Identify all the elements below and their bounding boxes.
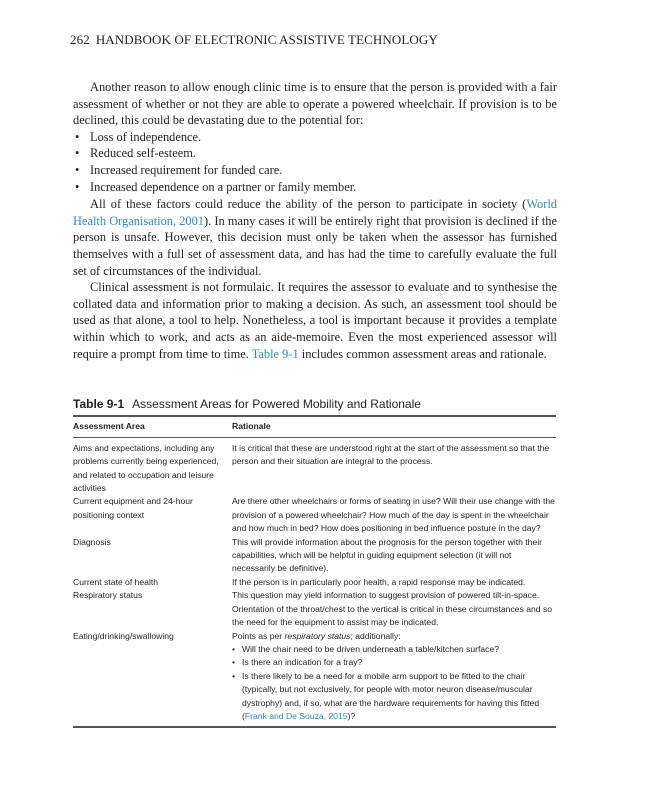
- page-number: 262: [70, 32, 90, 47]
- cell-area: Aims and expectations, including any problems currently being experienced, and related to occupation and leisure activities: [73, 442, 219, 494]
- cell-area: Current state of health: [73, 576, 159, 587]
- table-row: [73, 495, 556, 535]
- paragraph: [73, 279, 557, 362]
- list-item: [232, 670, 556, 724]
- text: Points as per: [232, 630, 285, 641]
- paragraph: Another reason to allow enough clinic time is to ensure that the person is provided with a fair assessment of whether or not they are able to operate a powered wheelchair. If provision is to be declined, this could be devastating due to the potential for:: [73, 80, 557, 128]
- cell-rationale: [232, 630, 556, 724]
- bullet-list: [232, 643, 556, 723]
- list-item: • Increased requirement for funded care.: [73, 162, 557, 179]
- text: Clinical assessment is not formulaic. It requires the assessor to evaluate and to synthesise the collated data and information prior to making a decision. As such, an assessment tool should be used as that alone, a tool to help. Nonetheless, a tool is important because it provides a template within which to work, and acts as an aide-memoire. Even the most experienced assessor will require a prompt from time to time.: [73, 280, 557, 361]
- table-caption: [73, 398, 556, 411]
- table-title: Assessment Areas for Powered Mobility and Rationale: [132, 397, 421, 411]
- cell-rationale: This question may yield information to suggest provision of powered tilt-in-space. Orientation of the throat/chest to the vertical is critical in these circumstances and so the need for the equipment to assist may be indicated.: [232, 590, 553, 628]
- cell-area: Diagnosis: [73, 536, 111, 547]
- body-text: [73, 79, 557, 362]
- cell-rationale: Are there other wheelchairs or forms of seating in use? Will their use change with the provision of a powered wheelchair? How much of the day is spent in the wheelchair and how much in bed? How does positioning in bed influence posture in the day?: [232, 496, 555, 534]
- citation-link[interactable]: World Health Organisation, 2001: [73, 197, 557, 228]
- table-label: Table 9-1: [73, 397, 125, 411]
- running-header: [70, 32, 444, 48]
- column-header: Rationale: [232, 421, 271, 432]
- list-item: • Increased dependence on a partner or family member.: [73, 179, 557, 196]
- text: includes common assessment areas and rationale.: [298, 346, 547, 361]
- list-item: • Loss of independence.: [73, 129, 557, 146]
- table-reference-link[interactable]: Table 9-1: [251, 346, 299, 361]
- table-9-1: [73, 398, 556, 728]
- paragraph: [73, 196, 557, 279]
- text: ). In many cases it will be entirely right that provision is declined if the person is unsafe. However, this decision must only be taken when the assessor has furnished themselves with a full set of assessment data, and has had the time to carefully evaluate the full set of circumstances of the individual.: [73, 213, 558, 278]
- text: ; additionally:: [350, 630, 401, 641]
- citation-link[interactable]: Frank and De Souza, 2015: [244, 710, 348, 721]
- list-item: • Will the chair need to be driven underneath a table/kitchen surface?: [232, 643, 556, 656]
- table-row: [73, 630, 556, 724]
- text: Is there likely to be a need for a mobile arm support to be fitted to the chair (typically, but not exclusively, for people with motor neuron disease/muscular dystrophy) and, if so, what are the hardware requirements for having this fitted (: [242, 670, 540, 721]
- running-title: HANDBOOK OF ELECTRONIC ASSISTIVE TECHNOLOGY: [95, 32, 438, 47]
- text: All of these factors could reduce the ability of the person to participate in society (: [90, 197, 527, 212]
- table-row: [73, 576, 556, 589]
- list-item: • Is there an indication for a tray?: [232, 656, 556, 669]
- bullet-list: [73, 129, 557, 195]
- text: )?: [347, 710, 356, 721]
- cell-rationale: If the person is in particularly poor health, a rapid response may be indicated.: [232, 576, 526, 587]
- cell-area: Eating/drinking/swallowing: [73, 630, 174, 641]
- cell-area: Current equipment and 24-hour positioning context: [73, 496, 193, 520]
- cell-area: Respiratory status: [73, 590, 143, 601]
- table-header-row: [73, 417, 556, 436]
- column-header: Assessment Area: [73, 421, 145, 432]
- cell-rationale: It is critical that these are understood right at the start of the assessment so that the person and their situation are integral to the process.: [232, 442, 550, 467]
- text-emphasis: respiratory status: [284, 630, 351, 641]
- table-row: [73, 442, 556, 496]
- cell-rationale: This will provide information about the prognosis for the person together with their capabilities, which will be helpful in guiding equipment selection (it will not necessarily be definitive).: [232, 536, 543, 574]
- table-row: [73, 536, 556, 576]
- table-row: [73, 589, 556, 629]
- list-item: • Reduced self-esteem.: [73, 145, 557, 162]
